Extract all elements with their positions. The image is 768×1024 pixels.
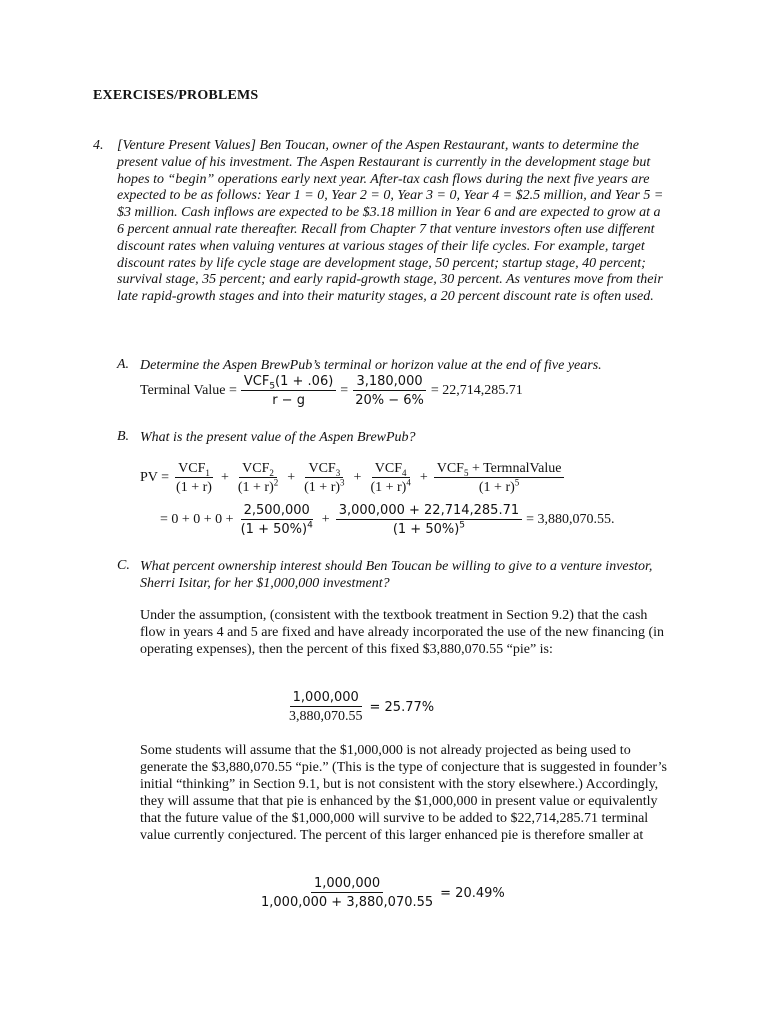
ownership-equation-1 (282, 690, 434, 724)
ownership-fraction-1: $\frac{1,000,000}{3,880,070.55}$ (289, 690, 363, 724)
terminal-value-label: Terminal Value = (140, 383, 237, 398)
part-c-paragraph-2: Some students will assume that the $1,000,000 is not already projected as being used to generate the $3,880,070.55 “pie.” (This is the type of conjecture that is suggested in founder’s initial “thinking” in Section 9.1, but is not consistent with the story elsewhere.) Accordingly, they will assume that that pie is enhanced by the $1,000,000 in present value or equivalently that the future value of the $1,000,000 will survive to be added to $22,714,285.71 terminal value currently conjectured. The percent of this larger enhanced pie is therefore smaller at (140, 743, 667, 843)
section-heading: EXERCISES/PROBLEMS (93, 88, 259, 103)
pv-equation-line2 (160, 503, 615, 537)
equals-sign: = (340, 383, 349, 398)
pv-term-3: $\frac{VCF_3}{(1 + r)^3}$ (304, 461, 345, 495)
pv-label: PV = (140, 470, 170, 485)
terminal-value-result: = 22,714,285.71 (430, 383, 523, 398)
terminal-numeric-denominator: 20% − 6% (355, 393, 424, 408)
part-a-letter: A. (117, 357, 130, 372)
part-c-question: What percent ownership interest should Ben Toucan be willing to give to a venture investor, Sherri Isitar, for her $1,000,000 investment? (140, 559, 653, 591)
plus-sign: + (321, 512, 330, 527)
plus-sign: + (220, 470, 229, 485)
pv-equation-line1 (140, 461, 568, 495)
terminal-fraction-symbolic (241, 374, 336, 408)
part-c-paragraph-1: Under the assumption, (consistent with the textbook treatment in Section 9.2) that the cash flow in years 4 and 5 are fixed and have already incorporated the use of the new financing (in operating expenses), then the percent of this fixed $3,880,070.55 “pie” is: (140, 608, 665, 657)
pv-term-2: $\frac{VCF_2}{(1 + r)^2}$ (237, 461, 279, 495)
part-b-question: What is the present value of the Aspen BrewPub? (140, 430, 416, 445)
plus-sign: + (353, 470, 362, 485)
pv-result: = 3,880,070.55. (526, 512, 615, 527)
pv-term-5: $\frac{VCF_5 + TermnalValue}{(1 + r)^5}$ (434, 461, 565, 495)
part-b-letter: B. (117, 429, 130, 444)
pv-term-4: $\frac{VCF_4}{(1 + r)^4}$ (370, 461, 411, 495)
pv-line2-prefix: = 0 + 0 + 0 + (160, 512, 234, 527)
ownership-result-1: = 25.77% (369, 699, 435, 715)
part-a-question: Determine the Aspen BrewPub’s terminal or horizon value at the end of five years. (140, 358, 602, 373)
terminal-fraction-numerator: $VCF_5(1 + .06)$ (241, 374, 336, 391)
pv-year5-fraction: $\frac{3,000,000 + 22,714,285.71}{(1 + 50\%)^5}$ (336, 503, 522, 537)
ownership-fraction-2: $\frac{1,000,000}{1,000,000 + 3,880,070.55}$ (261, 876, 434, 910)
terminal-numeric-numerator: 3,180,000 (353, 374, 425, 391)
terminal-fraction-denominator: r − g (272, 393, 305, 408)
ownership-equation-2 (254, 876, 505, 910)
terminal-value-equation (140, 374, 523, 408)
problem-number: 4. (93, 138, 104, 153)
problem-statement: [Venture Present Values] Ben Toucan, owner of the Aspen Restaurant, wants to determine the present value of his investment. The Aspen Restaurant is currently in the development stage but hopes to “begin” operations early next year. After-tax cash flows during the next five years are expected to be as follows: Year 1 = 0, Year 2 = 0, Year 3 = 0, Year 4 = $2.5 million, and Year 5 = $3 million. Cash inflows are expected to be $3.18 million in Year 6 and are expected to grow at a 6 percent annual rate thereafter. Recall from Chapter 7 that venture investors often use different discount rates when valuing ventures at various stages of their life cycles. For example, target discount rates by life cycle stage are development stage, 50 percent; startup stage, 40 percent; survival stage, 35 percent; and early rapid-growth stage, 30 percent. As ventures move from their late rapid-growth stages and into their maturity stages, a 20 percent discount rate is often used. (117, 138, 664, 305)
pv-term-1: $\frac{VCF_1}{(1 + r)}$ (176, 461, 212, 495)
pv-year4-fraction: $\frac{2,500,000}{(1 + 50\%)^4}$ (240, 503, 313, 537)
ownership-result-2: = 20.49% (440, 885, 505, 901)
terminal-fraction-numeric (352, 374, 427, 408)
plus-sign: + (287, 470, 296, 485)
plus-sign: + (419, 470, 428, 485)
part-c-letter: C. (117, 558, 130, 573)
